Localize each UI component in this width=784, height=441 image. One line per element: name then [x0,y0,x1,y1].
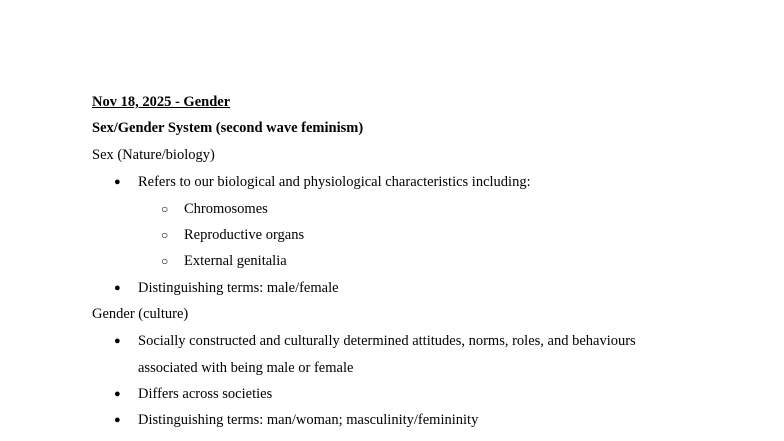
list-item-text: associated with being male or female [138,360,354,376]
sub-list-item-text: External genitalia [184,253,287,269]
bullet-icon: ● [114,388,121,400]
hollow-bullet-icon: ○ [161,254,169,268]
list-item-text: Socially constructed and culturally determined attitudes, norms, roles, and behaviours [138,333,636,349]
sub-list-item-text: Chromosomes [184,201,268,217]
list-item-text: Distinguishing terms: male/female [138,280,339,296]
list-item-text: Distinguishing terms: man/woman; masculinity/femininity [138,412,479,428]
bullet-icon: ● [114,414,121,426]
list-item-text: Refers to our biological and physiological characteristics including: [138,174,531,190]
bullet-icon: ● [114,335,121,347]
list-item-text: Differs across societies [138,386,273,402]
hollow-bullet-icon: ○ [161,202,169,216]
sub-list-item-text: Reproductive organs [184,227,305,243]
sex-heading: Sex (Nature/biology) [92,147,215,163]
date-heading: Nov 18, 2025 - Gender [92,94,231,110]
bullet-icon: ● [114,282,121,294]
gender-heading: Gender (culture) [92,306,189,322]
section-heading: Sex/Gender System (second wave feminism) [92,120,364,136]
bullet-icon: ● [114,176,121,188]
hollow-bullet-icon: ○ [161,228,169,242]
